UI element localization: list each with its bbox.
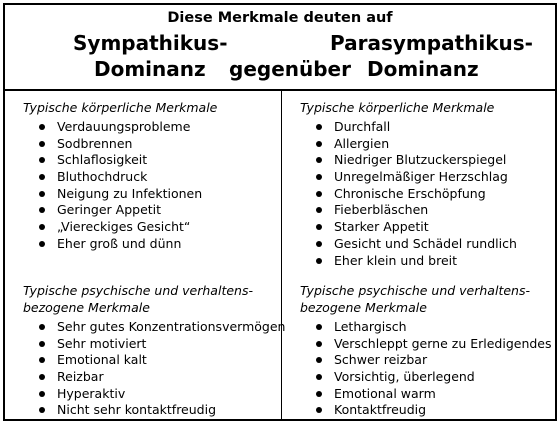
bullet-icon (39, 241, 45, 247)
list-item: Verdauungsprobleme (39, 119, 202, 136)
list-item: Chronische Erschöpfung (316, 186, 517, 203)
bullet-icon (316, 241, 322, 247)
list-item: „Viereckiges Gesicht“ (39, 219, 202, 236)
list-item: Geringer Appetit (39, 202, 202, 219)
list-item: Neigung zu Infektionen (39, 186, 202, 203)
list-item: Durchfall (316, 119, 517, 136)
bullet-icon (39, 224, 45, 230)
list-item: Eher klein und breit (316, 253, 517, 270)
left-psych-title-line1: Typische psychische und verhaltens- (23, 283, 253, 298)
bullet-icon (39, 207, 45, 213)
list-item: Bluthochdruck (39, 169, 202, 186)
bullet-icon (39, 324, 45, 330)
bullet-icon (316, 141, 322, 147)
bullet-icon (316, 341, 322, 347)
header-middle: gegenüber (229, 57, 351, 81)
header-intro: Diese Merkmale deuten auf (167, 10, 393, 26)
right-psych-title-line1: Typische psychische und verhaltens- (300, 283, 530, 298)
list-item: Starker Appetit (316, 219, 517, 236)
bullet-icon (39, 391, 45, 397)
list-item: Schwer reizbar (316, 352, 552, 369)
comparison-table (3, 3, 557, 421)
list-item: Verschleppt gerne zu Erledigendes (316, 336, 552, 353)
left-physical-list (39, 119, 202, 253)
bullet-icon (39, 141, 45, 147)
bullet-icon (39, 357, 45, 363)
list-item: Emotional warm (316, 386, 552, 403)
right-psych-list (316, 319, 552, 419)
bullet-icon (316, 407, 322, 413)
list-item: Vorsichtig, überlegend (316, 369, 552, 386)
left-psych-list (39, 319, 285, 419)
list-item: Sehr motiviert (39, 336, 285, 353)
bullet-icon (316, 324, 322, 330)
bullet-icon (316, 157, 322, 163)
list-item: Sehr gutes Konzentrationsvermögen (39, 319, 285, 336)
bullet-icon (316, 174, 322, 180)
header-left-line2: Dominanz (94, 57, 206, 81)
list-item: Schlaflosigkeit (39, 152, 202, 169)
bullet-icon (316, 191, 322, 197)
right-physical-title: Typische körperliche Merkmale (300, 100, 495, 115)
bullet-icon (39, 174, 45, 180)
list-item: Gesicht und Schädel rundlich (316, 236, 517, 253)
list-item: Nicht sehr kontaktfreudig (39, 402, 285, 419)
bullet-icon (316, 374, 322, 380)
list-item: Niedriger Blutzuckerspiegel (316, 152, 517, 169)
bullet-icon (316, 258, 322, 264)
list-item: Emotional kalt (39, 352, 285, 369)
bullet-icon (316, 124, 322, 130)
bullet-icon (316, 391, 322, 397)
parasympathikus-column (282, 91, 555, 419)
list-item: Hyperaktiv (39, 386, 285, 403)
list-item: Reizbar (39, 369, 285, 386)
bullet-icon (39, 407, 45, 413)
list-item: Kontaktfreudig (316, 402, 552, 419)
list-item: Allergien (316, 136, 517, 153)
list-item: Sodbrennen (39, 136, 202, 153)
bullet-icon (39, 191, 45, 197)
bullet-icon (316, 207, 322, 213)
bullet-icon (39, 341, 45, 347)
header-right-line2: Dominanz (367, 57, 479, 81)
list-item: Fieberbläschen (316, 202, 517, 219)
bullet-icon (39, 374, 45, 380)
header-right-line1: Parasympathikus- (330, 31, 533, 55)
header-left-line1: Sympathikus- (73, 31, 228, 55)
list-item: Eher groß und dünn (39, 236, 202, 253)
bullet-icon (39, 124, 45, 130)
list-item: Lethargisch (316, 319, 552, 336)
bullet-icon (39, 157, 45, 163)
list-item: Unregelmäßiger Herzschlag (316, 169, 517, 186)
left-psych-title-line2: bezogene Merkmale (23, 300, 150, 315)
sympathikus-column (5, 91, 286, 419)
bullet-icon (316, 224, 322, 230)
bullet-icon (316, 357, 322, 363)
right-psych-title-line2: bezogene Merkmale (300, 300, 427, 315)
table-header (5, 5, 555, 91)
left-physical-title: Typische körperliche Merkmale (23, 100, 218, 115)
right-physical-list (316, 119, 517, 269)
